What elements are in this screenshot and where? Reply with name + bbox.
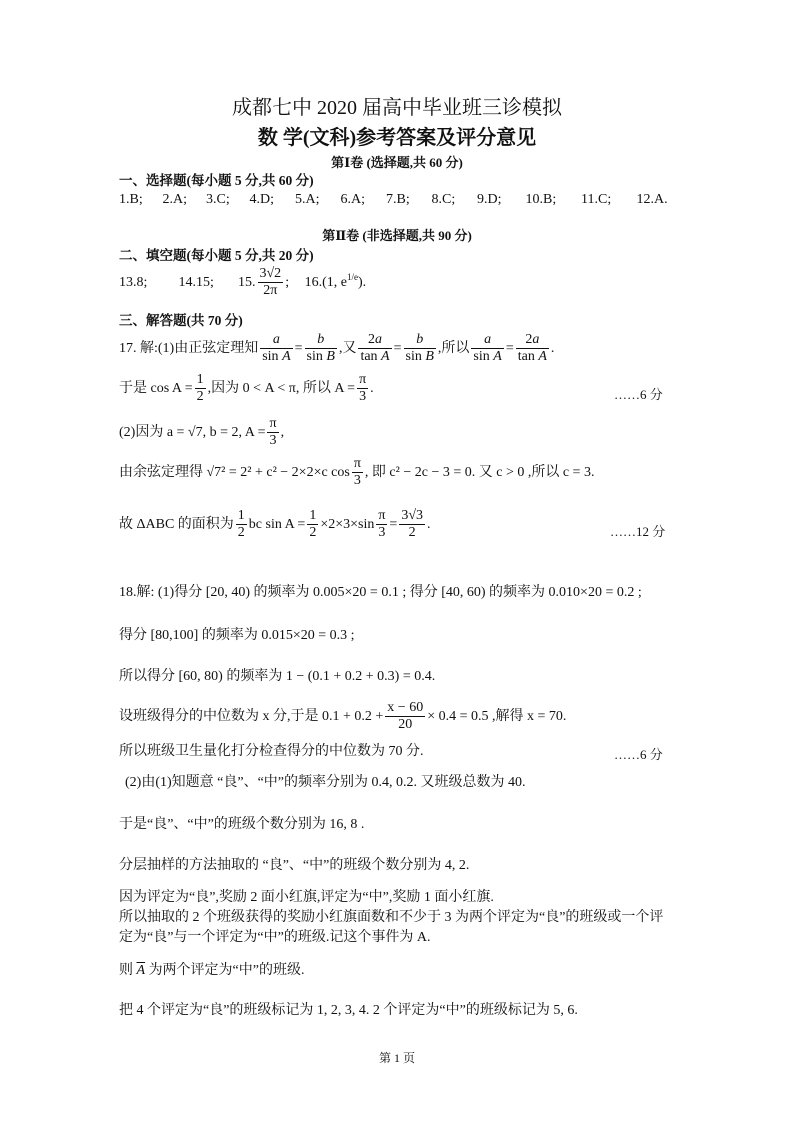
fraction: $\frac{1}{2}$ bbox=[237, 508, 245, 541]
fraction: $\frac{2a}{\text{tan A}}$ bbox=[360, 332, 390, 365]
fraction: $\frac{a}{\text{sin A}}$ bbox=[262, 332, 291, 365]
solve-section-title: 三、解答题(共 70 分) bbox=[119, 313, 243, 328]
part-2-heading: 第Ⅱ卷 (非选择题,共 90 分) bbox=[322, 228, 472, 243]
q18-line-8: 分层抽样的方法抽取的 “良”、“中”的班级个数分别为 4, 2. bbox=[119, 858, 470, 873]
choice-section-title: 一、选择题(每小题 5 分,共 60 分) bbox=[119, 173, 314, 188]
q17-text: 由余弦定理得 √7² = 2² + c² − 2×2×c cos bbox=[119, 464, 350, 480]
answer-12: 12.A. bbox=[636, 192, 668, 207]
fraction: $\frac{\pi}{3}$ bbox=[359, 372, 367, 405]
q17-text: 于是 cos A = bbox=[119, 380, 193, 396]
q17-line-2: 于是 cos A = $\frac{1}{2}$ ,因为 0 < A < π, 所以 A = $\frac{\pi}{3}$ . bbox=[119, 372, 374, 405]
q17-text: ,因为 0 < A < π, 所以 A = bbox=[207, 380, 356, 396]
answer-6: 6.A; bbox=[340, 192, 365, 207]
exponent: 1/e bbox=[346, 272, 358, 283]
fraction: $\frac{a}{\text{sin A}}$ bbox=[473, 332, 502, 365]
answer-1: 1.B; bbox=[119, 192, 143, 207]
q17-text: , 即 c² − 2c − 3 = 0. 又 c > 0 ,所以 c = 3. bbox=[364, 464, 595, 480]
q18-line-6: (2)由(1)知题意 “良”、“中”的频率分别为 0.4, 0.2. 又班级总数为 40. bbox=[125, 775, 526, 790]
q18-text: 为两个评定为“中”的班级. bbox=[148, 963, 305, 978]
q18-score-6: ……6 分 bbox=[614, 747, 663, 762]
fill-answer-15-label: 15. bbox=[238, 274, 256, 290]
fill-answer-16-suffix: ). bbox=[357, 274, 367, 290]
q17-line-5: 故 ΔABC 的面积为 $\frac{1}{2}$ bc sin A = $\frac{1}{2}$ ×2×3×sin $\frac{\pi}{3}$ = $\frac{3√3}{2}$ . bbox=[119, 508, 431, 541]
q18-line-7: 于是“良”、“中”的班级个数分别为 16, 8 . bbox=[119, 817, 365, 832]
fill-answer-15-fraction bbox=[258, 266, 284, 299]
q17-text: (2)因为 a = √7, b = 2, A = bbox=[119, 424, 266, 440]
q17-line-3: (2)因为 a = √7, b = 2, A = $\frac{\pi}{3}$ , bbox=[119, 416, 285, 449]
fraction: $\frac{\pi}{3}$ bbox=[353, 456, 361, 489]
document-title: 成都七中 2020 届高中毕业班三诊模拟 bbox=[232, 97, 562, 119]
q17-text: ,又 bbox=[338, 340, 357, 356]
fill-answer-15-suffix: ; bbox=[285, 274, 290, 290]
fraction-denominator: 20 bbox=[398, 717, 413, 733]
q18-line-4 bbox=[119, 700, 566, 733]
q17-text: bc sin A = bbox=[248, 516, 306, 532]
answer-11: 11.C; bbox=[581, 192, 612, 207]
q18-text: 则 bbox=[119, 963, 133, 978]
fill-section-title: 二、填空题(每小题 5 分,共 20 分) bbox=[119, 248, 314, 263]
fill-answer-16: 16.(1, e bbox=[304, 274, 347, 290]
answer-2: 2.A; bbox=[162, 192, 187, 207]
q17-text: 故 ΔABC 的面积为 bbox=[119, 516, 234, 532]
q17-text: ,所以 bbox=[437, 340, 470, 356]
fraction: $\frac{3√3}{2}$ bbox=[401, 508, 424, 541]
q18-line-12 bbox=[119, 963, 305, 980]
answer-9: 9.D; bbox=[477, 192, 502, 207]
q17-line-1: 17. 解:(1)由正弦定理知 $\frac{a}{\text{sin A}}$ = $\frac{b}{\text{sin B}}$ ,又 $\frac{2a}{\text{tan A}}$ = $\frac{b}{\text{sin B}}$ ,所以 $\frac{a}{\text{sin A}}$ = $\frac{2a}{\text{tan A}}$ . bbox=[119, 332, 555, 365]
document-subtitle: 数 学(文科)参考答案及评分意见 bbox=[257, 127, 537, 149]
q18-line-11: 定为“良”与一个评定为“中”的班级.记这个事件为 A. bbox=[119, 930, 431, 945]
q18-line-13: 把 4 个评定为“良”的班级标记为 1, 2, 3, 4. 2 个评定为“中”的班级标记为 5, 6. bbox=[119, 1003, 578, 1018]
q18-line-5: 所以班级卫生量化打分检查得分的中位数为 70 分. bbox=[119, 744, 424, 759]
q18-line-1: 18.解: (1)得分 [20, 40) 的频率为 0.005×20 = 0.1 ; 得分 [40, 60) 的频率为 0.010×20 = 0.2 ; bbox=[119, 585, 642, 600]
fraction: $\frac{b}{\text{sin B}}$ bbox=[306, 332, 335, 365]
fill-answers bbox=[119, 266, 366, 299]
q18-line-9: 因为评定为“良”,奖励 2 面小红旗,评定为“中”,奖励 1 面小红旗. bbox=[119, 890, 494, 905]
fraction: $\frac{\pi}{3}$ bbox=[269, 416, 277, 449]
fraction bbox=[385, 700, 425, 733]
q17-line-4 bbox=[119, 456, 594, 489]
q17-text: ×2×3×sin bbox=[320, 516, 375, 532]
fraction-numerator: 3√2 bbox=[258, 266, 284, 283]
fraction: $\frac{1}{2}$ bbox=[196, 372, 204, 405]
fraction: $\frac{1}{2}$ bbox=[309, 508, 317, 541]
fraction: $\frac{\pi}{3}$ bbox=[378, 508, 386, 541]
q18-line-3: 所以得分 [60, 80) 的频率为 1 − (0.1 + 0.2 + 0.3) = 0.4. bbox=[119, 669, 436, 684]
answer-3: 3.C; bbox=[206, 192, 230, 207]
fill-answer-14: 14.15; bbox=[178, 274, 214, 290]
complement-symbol: $\overline{A}$ bbox=[136, 963, 146, 978]
q18-text: × 0.4 = 0.5 ,解得 x = 70. bbox=[427, 708, 567, 724]
choice-answers bbox=[119, 192, 668, 209]
page-number: 第 1 页 bbox=[378, 1051, 415, 1065]
q17-text: 17. 解:(1)由正弦定理知 bbox=[119, 340, 259, 356]
fraction: $\frac{b}{\text{sin B}}$ bbox=[405, 332, 434, 365]
q18-text: 设班级得分的中位数为 x 分,于是 0.1 + 0.2 + bbox=[119, 708, 384, 724]
answer-10: 10.B; bbox=[525, 192, 557, 207]
fraction-denominator: 2π bbox=[263, 283, 278, 299]
fraction-numerator: x − 60 bbox=[385, 700, 425, 717]
fraction: $\frac{2a}{\text{tan A}}$ bbox=[517, 332, 547, 365]
q18-line-2: 得分 [80,100] 的频率为 0.015×20 = 0.3 ; bbox=[119, 628, 355, 643]
answer-7: 7.B; bbox=[386, 192, 410, 207]
q17-text: = bbox=[389, 516, 398, 532]
q18-line-10: 所以抽取的 2 个班级获得的奖励小红旗面数和不少于 3 为两个评定为“良”的班级或一个评 bbox=[119, 910, 664, 925]
q17-score-12: ……12 分 bbox=[610, 524, 666, 539]
answer-4: 4.D; bbox=[249, 192, 274, 207]
q17-score-6: ……6 分 bbox=[614, 387, 663, 402]
part-1-heading: 第Ⅰ卷 (选择题,共 60 分) bbox=[331, 155, 463, 170]
answer-8: 8.C; bbox=[431, 192, 456, 207]
answer-5: 5.A; bbox=[295, 192, 320, 207]
fill-answer-13: 13.8; bbox=[119, 274, 148, 290]
